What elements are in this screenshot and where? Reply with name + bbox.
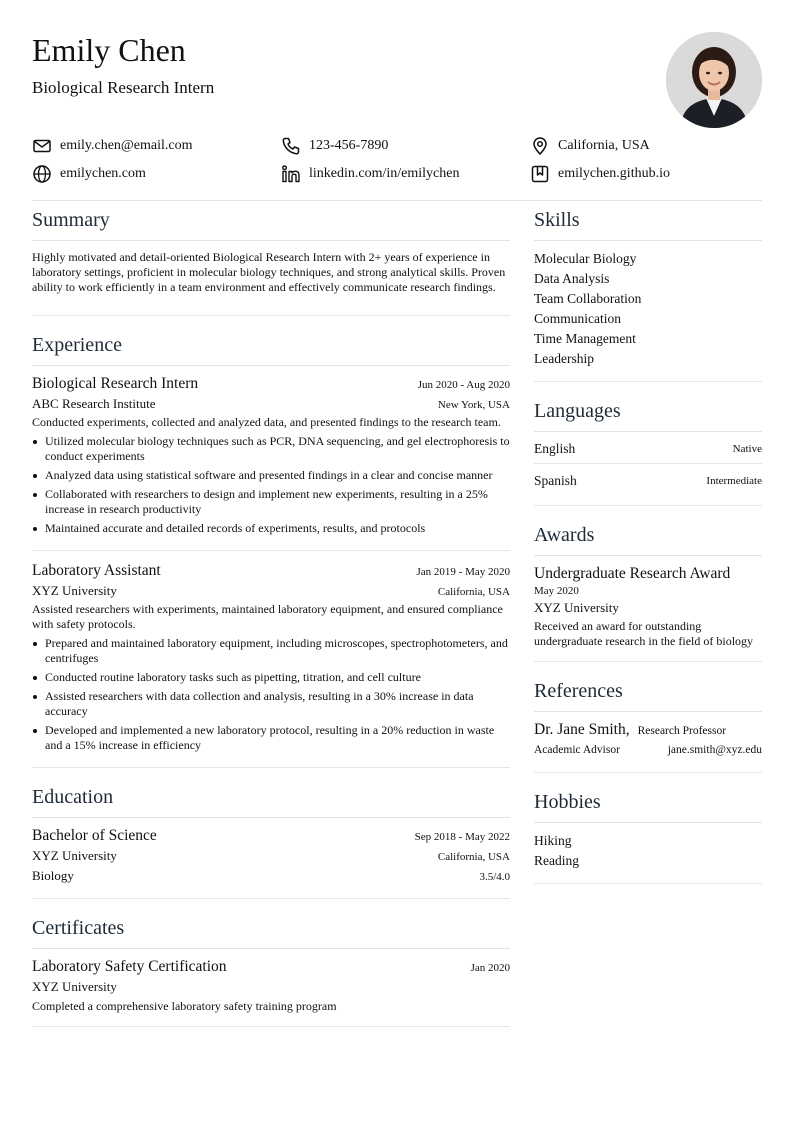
list-item: Maintained accurate and detailed records of experiments, results, and protocols — [32, 521, 510, 536]
job-location: California, USA — [437, 586, 510, 598]
reference-email[interactable]: jane.smith@xyz.edu — [667, 744, 762, 756]
awards-section — [534, 522, 762, 662]
references-title: References — [534, 678, 762, 712]
award-date: May 2020 — [534, 585, 579, 597]
summary-section — [32, 207, 510, 316]
linkedin-icon — [281, 164, 301, 184]
language-level: Intermediate — [706, 475, 762, 487]
contact-email[interactable] — [32, 136, 193, 156]
award-description: Received an award for outstanding undergraduate research in the field of biology — [534, 619, 754, 648]
list-item: Utilized molecular biology techniques such as PCR, DNA sequencing, and gel electrophoresis to conduct experiments — [32, 434, 510, 464]
reference-relation: Academic Advisor — [534, 744, 620, 756]
skills-title: Skills — [534, 207, 762, 241]
contact-github-text: emilychen.github.io — [558, 166, 670, 181]
certificate-date: Jan 2020 — [470, 962, 510, 974]
languages-section — [534, 398, 762, 506]
education-school: XYZ University — [32, 848, 117, 863]
hobby-item: Hiking — [534, 833, 572, 848]
education-location: California, USA — [437, 851, 510, 863]
skill-item: Communication — [534, 311, 621, 326]
phone-icon — [281, 136, 301, 156]
education-title: Education — [32, 784, 510, 818]
candidate-name: Emily Chen — [32, 32, 186, 68]
certificates-title: Certificates — [32, 915, 510, 949]
contact-website-text: emilychen.com — [60, 166, 146, 181]
list-item: Assisted researchers with data collection and analysis, resulting in a 30% increase in data accuracy — [32, 689, 510, 719]
job-position: Biological Research Intern — [32, 375, 199, 392]
skill-item: Team Collaboration — [534, 291, 642, 306]
hobby-item: Reading — [534, 853, 579, 868]
job-dates: Jan 2019 - May 2020 — [416, 566, 510, 578]
language-name: Spanish — [534, 473, 577, 488]
reference-name: Dr. Jane Smith, — [534, 721, 630, 738]
contact-github[interactable] — [530, 164, 670, 184]
job-company: XYZ University — [32, 583, 117, 598]
candidate-role: Biological Research Intern — [32, 78, 215, 97]
experience-title: Experience — [32, 332, 510, 366]
education-degree: Bachelor of Science — [32, 827, 157, 844]
list-item: Prepared and maintained laboratory equipment, including microscopes, spectrophotometers, and centrifuges — [32, 636, 510, 666]
job-description: Assisted researchers with experiments, maintained laboratory equipment, and ensured compliance with safety protocols. — [32, 602, 503, 631]
experience-item — [32, 561, 510, 767]
skill-item: Molecular Biology — [534, 251, 637, 266]
job-bullets — [32, 636, 510, 753]
job-description: Conducted experiments, collected and analyzed data, and presented findings to the research team. — [32, 415, 501, 429]
language-row — [534, 440, 762, 464]
summary-text: Highly motivated and detail-oriented Biological Research Intern with 2+ years of experience in laboratory settings, proficient in molecular biology techniques, and strong analytical skills. Proven ability to work efficiently in a team environment and effectively communicate research findings. — [32, 250, 506, 294]
summary-title: Summary — [32, 207, 510, 241]
language-name: English — [534, 441, 576, 456]
list-item: Conducted routine laboratory tasks such as pipetting, titration, and cell culture — [32, 670, 510, 685]
language-level: Native — [732, 443, 762, 455]
reference-position: Research Professor — [637, 725, 727, 737]
certificates-section — [32, 915, 510, 1027]
skill-item: Leadership — [534, 351, 594, 366]
profile-photo — [666, 32, 762, 128]
contact-linkedin[interactable] — [281, 164, 459, 184]
education-dates: Sep 2018 - May 2022 — [414, 831, 510, 843]
contact-linkedin-text: linkedin.com/in/emilychen — [309, 166, 460, 181]
contact-location-text: California, USA — [558, 138, 650, 153]
education-gpa: 3.5/4.0 — [479, 871, 510, 883]
certificate-description: Completed a comprehensive laboratory safety training program — [32, 999, 337, 1013]
header-divider — [32, 200, 762, 201]
certificate-name: Laboratory Safety Certification — [32, 958, 227, 975]
hobbies-section — [534, 789, 762, 884]
bookmark-square-icon — [530, 164, 550, 184]
job-bullets — [32, 434, 510, 536]
job-position: Laboratory Assistant — [32, 562, 161, 579]
awards-title: Awards — [534, 522, 762, 556]
hobbies-title: Hobbies — [534, 789, 762, 823]
references-section — [534, 678, 762, 773]
contact-email-text: emily.chen@email.com — [60, 138, 193, 153]
job-location: New York, USA — [437, 399, 510, 411]
job-dates: Jun 2020 - Aug 2020 — [417, 379, 510, 391]
list-item: Collaborated with researchers to design and implement new experiments, resulting in a 25% increase in research productivity — [32, 487, 510, 517]
education-field: Biology — [32, 868, 74, 883]
language-row — [534, 472, 762, 495]
globe-icon — [32, 164, 52, 184]
skill-item: Time Management — [534, 331, 636, 346]
experience-item — [32, 374, 510, 551]
contact-phone[interactable] — [281, 136, 388, 156]
education-section — [32, 784, 510, 899]
job-company: ABC Research Institute — [32, 396, 156, 411]
map-pin-icon — [530, 136, 550, 156]
mail-icon — [32, 136, 52, 156]
main-column — [32, 207, 510, 1027]
list-item: Developed and implemented a new laboratory protocol, resulting in a 20% reduction in waste and a 15% increase in efficiency — [32, 723, 510, 753]
certificate-issuer: XYZ University — [32, 979, 117, 994]
award-name: Undergraduate Research Award — [534, 565, 731, 582]
contact-website[interactable] — [32, 164, 146, 184]
contact-phone-text: 123-456-7890 — [309, 138, 389, 153]
list-item: Analyzed data using statistical software and presented findings in a clear and concise manner — [32, 468, 510, 483]
contact-location — [530, 136, 650, 156]
award-issuer: XYZ University — [534, 600, 619, 615]
languages-title: Languages — [534, 398, 762, 432]
experience-section — [32, 332, 510, 768]
skill-item: Data Analysis — [534, 271, 610, 286]
side-column — [534, 207, 762, 884]
skills-section — [534, 207, 762, 382]
